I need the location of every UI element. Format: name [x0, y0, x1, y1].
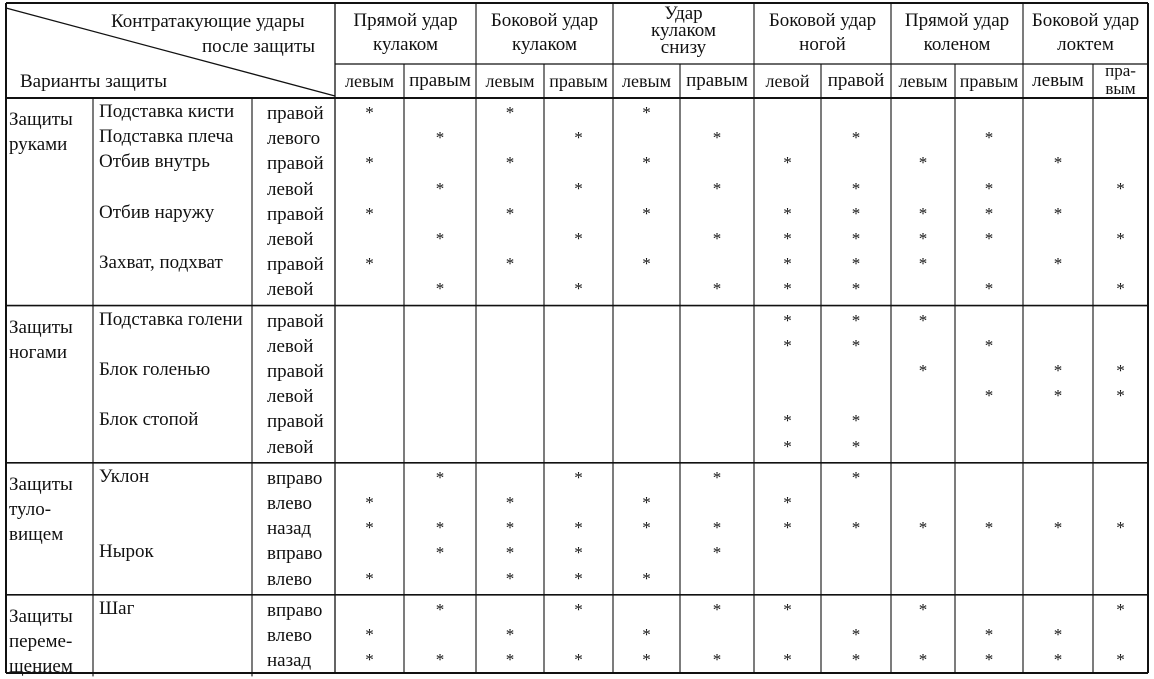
strike-header-line: коленом	[923, 34, 991, 55]
applicability-mark: *	[984, 625, 994, 644]
applicability-mark: *	[435, 178, 445, 198]
applicability-mark: *	[435, 229, 445, 248]
defense-technique: Шаг	[99, 597, 135, 619]
applicability-mark: *	[1116, 361, 1125, 380]
applicability-mark: *	[505, 518, 515, 538]
defense-side: левой	[267, 229, 314, 250]
applicability-mark: *	[574, 279, 583, 299]
defense-side: влево	[267, 493, 312, 514]
applicability-mark: *	[984, 128, 994, 148]
subcol-header: левой	[765, 71, 810, 91]
applicability-mark: *	[574, 178, 583, 198]
group-label-line: туло-	[9, 498, 52, 520]
applicability-mark: *	[435, 518, 445, 538]
applicability-mark: *	[984, 518, 994, 538]
strike-header-line: кулаком	[512, 34, 577, 55]
applicability-mark: *	[851, 335, 861, 355]
strike-header-line: Боковой удар	[490, 10, 599, 31]
subcol-header: правым	[549, 71, 608, 91]
applicability-mark: *	[851, 229, 861, 248]
applicability-mark: *	[783, 650, 792, 670]
defense-technique: Подставка голени	[99, 308, 243, 330]
applicability-mark: *	[783, 335, 792, 355]
defense-technique: Подставка плеча	[99, 126, 234, 148]
applicability-mark: *	[574, 128, 583, 148]
subcol-header: пра- вым	[1105, 61, 1136, 98]
applicability-mark: *	[574, 518, 583, 538]
applicability-mark: *	[1053, 254, 1063, 274]
applicability-mark: *	[505, 493, 515, 512]
applicability-mark: *	[1116, 599, 1125, 619]
applicability-mark: *	[365, 518, 374, 538]
applicability-mark: *	[918, 518, 928, 538]
applicability-mark: *	[783, 203, 792, 223]
defense-side: вправо	[267, 599, 323, 621]
applicability-mark: *	[984, 386, 994, 406]
applicability-mark: *	[1116, 386, 1125, 406]
applicability-mark: *	[712, 178, 722, 198]
applicability-mark: *	[1116, 178, 1125, 198]
applicability-mark: *	[505, 543, 515, 563]
strike-header-line: ногой	[799, 34, 846, 55]
applicability-mark: *	[918, 153, 928, 173]
subcol-header: правым	[959, 71, 1019, 91]
group-label-line: Защиты	[9, 109, 73, 130]
applicability-mark: *	[642, 103, 651, 122]
applicability-mark: *	[783, 518, 792, 538]
applicability-mark: *	[918, 599, 928, 619]
applicability-mark: *	[712, 518, 722, 538]
group-label-line: Защиты	[9, 316, 73, 338]
applicability-mark: *	[505, 625, 515, 644]
applicability-mark: *	[712, 279, 722, 299]
defense-technique: Уклон	[99, 465, 150, 487]
applicability-mark: *	[435, 128, 445, 148]
subcol-header: левым	[1032, 70, 1084, 91]
defense-side: правой	[267, 361, 324, 382]
defense-technique: Отбив наружу	[99, 201, 215, 223]
applicability-mark: *	[918, 203, 928, 223]
applicability-mark: *	[918, 229, 928, 248]
applicability-mark: *	[1116, 650, 1125, 670]
group-label-line: ногами	[9, 341, 68, 363]
applicability-mark: *	[712, 543, 722, 563]
strike-header-line: Удар	[664, 3, 703, 24]
defense-side: левой	[267, 386, 314, 408]
applicability-mark: *	[435, 599, 445, 619]
group-label-line: переме-	[9, 630, 73, 652]
applicability-mark: *	[365, 103, 374, 122]
applicability-mark: *	[435, 543, 445, 563]
applicability-mark: *	[365, 254, 374, 274]
applicability-mark: *	[712, 650, 722, 670]
defense-side: правой	[267, 103, 324, 124]
defense-technique: Блок голенью	[99, 359, 211, 380]
applicability-mark: *	[505, 568, 515, 588]
subcol-header: левым	[485, 71, 535, 91]
applicability-mark: *	[642, 625, 651, 644]
applicability-mark: *	[642, 203, 651, 223]
defense-side: влево	[267, 625, 312, 646]
applicability-mark: *	[851, 310, 861, 330]
defense-side: левой	[267, 279, 314, 301]
applicability-mark: *	[1053, 518, 1063, 538]
strike-header-line: Прямой удар	[904, 10, 1010, 31]
applicability-mark: *	[642, 493, 651, 512]
applicability-mark: *	[918, 254, 928, 274]
group-label-line: Защиты	[9, 605, 73, 627]
defense-technique: Захват, подхват	[99, 252, 223, 274]
strike-header-line: Прямой удар	[353, 10, 458, 31]
applicability-mark: *	[918, 361, 928, 380]
group-label-line: Защиты	[9, 473, 73, 495]
applicability-mark: *	[712, 467, 722, 487]
applicability-mark: *	[642, 254, 651, 274]
defense-side: правой	[267, 203, 324, 225]
applicability-mark: *	[1116, 279, 1125, 299]
strike-header-line: локтем	[1057, 34, 1114, 55]
applicability-mark: *	[918, 650, 928, 670]
applicability-mark: *	[1053, 386, 1063, 406]
strike-header-line: Боковой удар	[1031, 10, 1140, 31]
strike-header-line: кулаком	[373, 34, 438, 55]
applicability-mark: *	[851, 254, 861, 274]
subcol-header: правой	[827, 70, 885, 91]
applicability-mark: *	[365, 203, 374, 223]
header-counter-strikes-line1: Контратакующие удары	[111, 11, 305, 32]
applicability-mark: *	[783, 411, 792, 431]
applicability-mark: *	[435, 467, 445, 487]
applicability-mark: *	[505, 203, 515, 223]
applicability-mark: *	[984, 335, 994, 355]
applicability-mark: *	[435, 279, 445, 299]
applicability-mark: *	[1053, 650, 1063, 670]
applicability-mark: *	[984, 229, 994, 248]
group-label-line: руками	[9, 134, 68, 155]
applicability-mark: *	[574, 229, 583, 248]
applicability-mark: *	[505, 103, 515, 122]
group-label-line: вищем	[9, 523, 64, 545]
header-defense-variants: Варианты защиты	[20, 71, 167, 92]
applicability-mark: *	[783, 279, 792, 299]
applicability-mark: *	[918, 310, 928, 330]
defense-side: назад	[267, 650, 312, 672]
applicability-mark: *	[1053, 153, 1063, 173]
defense-technique: Блок стопой	[99, 409, 199, 431]
applicability-mark: *	[574, 568, 583, 588]
applicability-mark: *	[851, 436, 861, 456]
applicability-mark: *	[642, 568, 651, 588]
defense-technique: Отбив внутрь	[99, 151, 210, 173]
subcol-header: левым	[898, 71, 948, 91]
strike-header-line: Боковой удар	[768, 10, 877, 31]
applicability-mark: *	[365, 153, 374, 173]
defense-side: левой	[267, 335, 314, 357]
applicability-mark: *	[712, 229, 722, 248]
applicability-mark: *	[851, 203, 861, 223]
applicability-mark: *	[851, 467, 861, 487]
defense-technique: Нырок	[99, 541, 154, 563]
applicability-mark: *	[365, 493, 374, 512]
applicability-mark: *	[851, 625, 861, 644]
group-label-line: щением	[9, 655, 73, 677]
defense-technique: Подставка кисти	[99, 101, 235, 122]
applicability-mark: *	[783, 599, 792, 619]
applicability-mark: *	[712, 128, 722, 148]
defense-side: левого	[267, 128, 321, 150]
applicability-mark: *	[642, 650, 651, 670]
applicability-mark: *	[365, 568, 374, 588]
applicability-mark: *	[574, 543, 583, 563]
strike-header-line: снизу	[660, 37, 707, 58]
applicability-mark: *	[505, 650, 515, 670]
subcol-header: левым	[345, 71, 394, 91]
applicability-mark: *	[783, 493, 792, 512]
applicability-mark: *	[984, 178, 994, 198]
applicability-mark: *	[783, 436, 792, 456]
strike-header-line: кулаком	[651, 20, 716, 41]
applicability-mark: *	[642, 518, 651, 538]
defense-side: влево	[267, 568, 312, 590]
applicability-mark: *	[1053, 203, 1063, 223]
defense-side: правой	[267, 254, 324, 276]
defense-side: вправо	[267, 543, 323, 565]
applicability-mark: *	[984, 650, 994, 670]
applicability-mark: *	[574, 467, 583, 487]
subcol-header: правым	[686, 70, 748, 91]
defense-side: вправо	[267, 467, 323, 489]
applicability-mark: *	[642, 153, 651, 173]
applicability-mark: *	[851, 518, 861, 538]
defense-side: правой	[267, 411, 324, 433]
applicability-mark: *	[851, 178, 861, 198]
applicability-mark: *	[574, 650, 583, 670]
applicability-mark: *	[984, 203, 994, 223]
applicability-mark: *	[1053, 361, 1063, 380]
applicability-mark: *	[712, 599, 722, 619]
applicability-mark: *	[574, 599, 583, 619]
applicability-mark: *	[851, 128, 861, 148]
applicability-mark: *	[851, 411, 861, 431]
applicability-mark: *	[783, 229, 792, 248]
applicability-mark: *	[984, 279, 994, 299]
applicability-mark: *	[851, 650, 861, 670]
applicability-mark: *	[365, 625, 374, 644]
subcol-header: левым	[622, 71, 671, 91]
applicability-mark: *	[783, 310, 792, 330]
applicability-mark: *	[505, 254, 515, 274]
subcol-header: правым	[409, 70, 471, 91]
defense-side: левой	[267, 178, 314, 200]
applicability-mark: *	[505, 153, 515, 173]
applicability-mark: *	[851, 279, 861, 299]
applicability-mark: *	[435, 650, 445, 670]
applicability-mark: *	[1116, 518, 1125, 538]
defense-side: назад	[267, 518, 312, 540]
applicability-mark: *	[783, 153, 792, 173]
applicability-mark: *	[1116, 229, 1125, 248]
applicability-mark: *	[365, 650, 374, 670]
defense-side: правой	[267, 310, 324, 332]
applicability-mark: *	[1053, 625, 1063, 644]
applicability-mark: *	[783, 254, 792, 274]
defense-side: левой	[267, 436, 314, 458]
header-counter-strikes-line2: после защиты	[202, 36, 316, 57]
defense-side: правой	[267, 153, 324, 175]
